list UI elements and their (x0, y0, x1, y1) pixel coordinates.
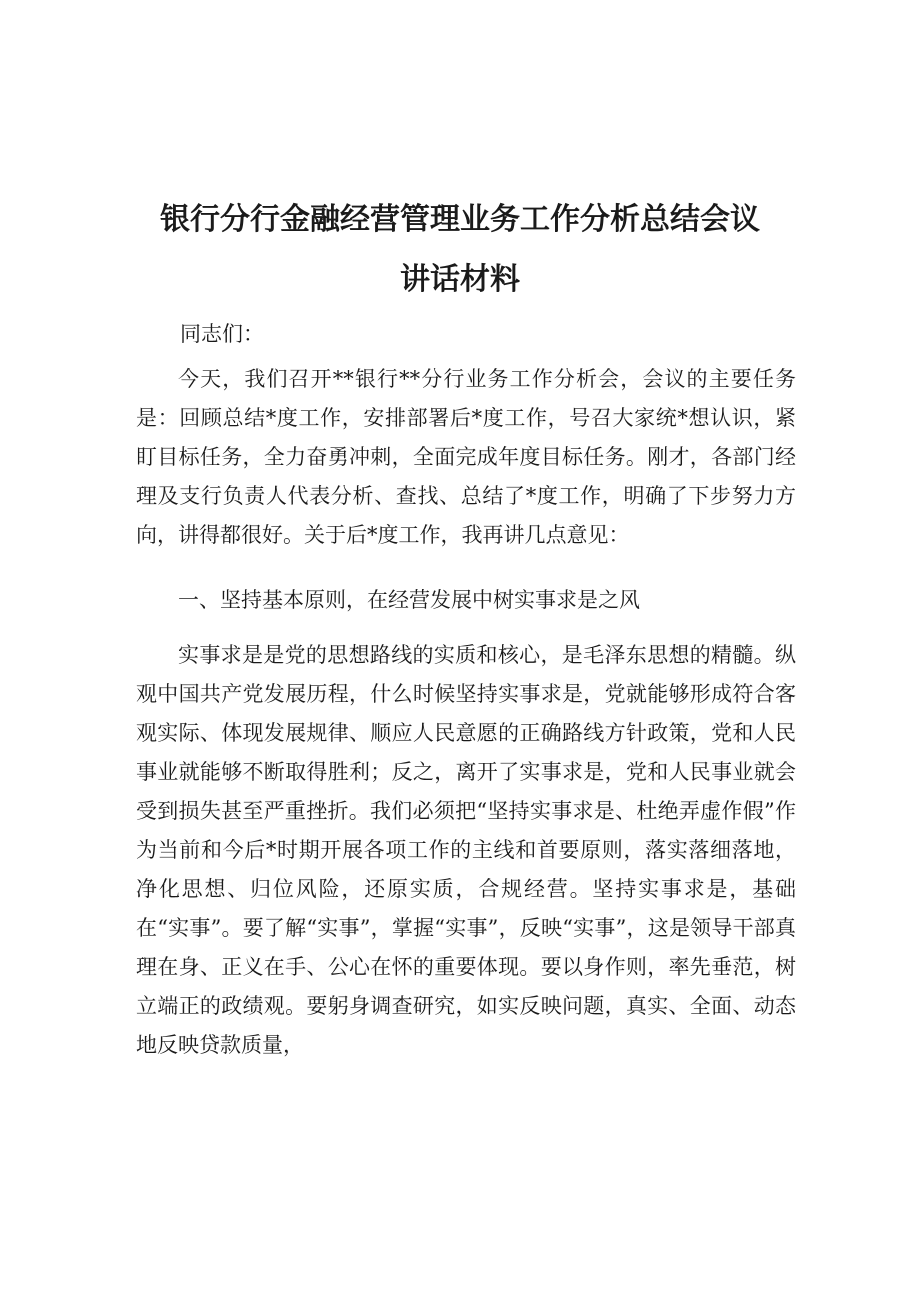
section-heading-1: 一、坚持基本原则，在经营发展中树实事求是之风 (178, 588, 640, 612)
document-title-line2: 讲话材料 (400, 262, 520, 297)
paragraph-intro: 今天，我们召开**银行**分行业务工作分析会，会议的主要任务是：回顾总结*度工作，安排部署后*度工作，号召大家统*想认识，紧盯目标任务，全力奋勇冲刺，全面完成年度目标任务。刚才，各部门经理及支行负责人代表分析、查找、总结了*度工作，明确了下步努力方向，讲得都很好。关于后*度工作，我再讲几点意见： (136, 367, 796, 547)
paragraph-body: 实事求是是党的思想路线的实质和核心，是毛泽东思想的精髓。纵观中国共产党发展历程，什么时候坚持实事求是，党就能够形成符合客观实际、体现发展规律、顺应人民意愿的正确路线方针政策，党和人民事业就能够不断取得胜利；反之，离开了实事求是，党和人民事业就会受到损失甚至严重挫折。我们必须把“坚持实事求是、杜绝弄虚作假”作为当前和今后*时期开展各项工作的主线和首要原则，落实落细落地，净化思想、归位风险，还原实质，合规经营。坚持实事求是，基础在“实事”。要了解“实事”，掌握“实事”，反映“实事”，这是领导干部真理在身、正义在手、公心在怀的重要体现。要以身作则，率先垂范，树立端正的政绩观。要躬身调查研究，如实反映问题，真实、全面、动态地反映贷款质量， (136, 643, 796, 1057)
document-title-line1: 银行分行金融经营管理业务工作分析总结会议 (160, 202, 760, 237)
salutation: 同志们： (180, 322, 264, 346)
